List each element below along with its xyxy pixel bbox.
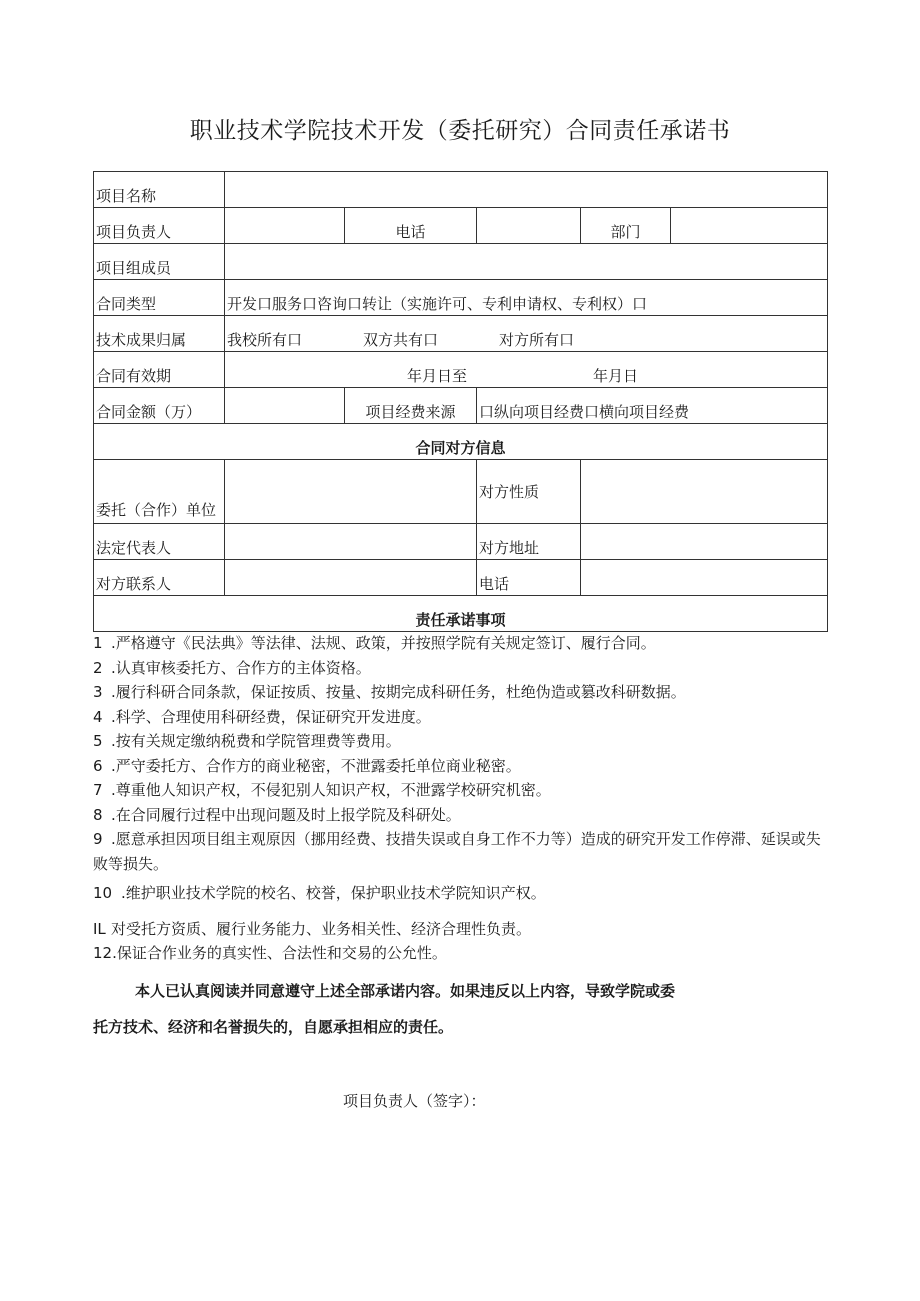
ownership-option-school[interactable]: 我校所有口: [227, 331, 303, 349]
pledge-line-2: 托方技术、经济和名誉损失的，自愿承担相应的责任。: [93, 1018, 454, 1036]
list-item: [93, 631, 827, 656]
dept-field[interactable]: [671, 208, 828, 244]
project-name-field[interactable]: [225, 172, 828, 208]
legal-rep-field[interactable]: [225, 524, 477, 560]
item-number: 10: [93, 884, 113, 902]
phone-field[interactable]: [477, 208, 581, 244]
project-name-label: 项目名称: [94, 172, 225, 208]
funding-source-options[interactable]: 口纵向项目经费口横向项目经费: [477, 388, 828, 424]
signature-label: 项目负责人（签字）：: [343, 1092, 486, 1110]
item-number: 4: [93, 707, 103, 726]
list-item: [93, 705, 827, 730]
pledge-statement: [93, 980, 827, 1038]
row-contract-type: [94, 280, 828, 316]
party-nature-field[interactable]: [581, 460, 828, 524]
validity-to: 年月日: [593, 367, 639, 385]
contract-type-label: 合同类型: [94, 280, 225, 316]
amount-label: 合同金额（万）: [94, 388, 225, 424]
party-address-field[interactable]: [581, 524, 828, 560]
item-text: .按有关规定缴纳税费和学院管理费等费用。: [111, 732, 401, 750]
item-text: 保证合作业务的真实性、合法性和交易的公允性。: [116, 944, 447, 962]
client-field[interactable]: [225, 460, 477, 524]
row-leader: [94, 208, 828, 244]
item-number: 7: [93, 781, 103, 799]
party-contact-label: 对方联系人: [94, 560, 225, 596]
ownership-option-party[interactable]: 对方所有口: [499, 331, 575, 349]
item-number: 12.: [93, 944, 117, 962]
counterparty-section-heading: 合同对方信息: [94, 424, 828, 460]
row-ownership: [94, 316, 828, 352]
item-number: 5: [93, 732, 103, 750]
item-text: 对受托方资质、履行业务能力、业务相关性、经济合理性负责。: [111, 919, 532, 938]
row-commitments-section: [94, 596, 828, 632]
item-number: 9: [93, 830, 103, 848]
row-contact: [94, 560, 828, 596]
members-label: 项目组成员: [94, 244, 225, 280]
item-text: .认真审核委托方、合作方的主体资格。: [111, 658, 371, 677]
document-title: 职业技术学院技术开发（委托研究）合同责任承诺书: [189, 118, 731, 144]
item-text: .维护职业技术学院的校名、校誉，保护职业技术学院知识产权。: [121, 884, 546, 902]
party-contact-field[interactable]: [225, 560, 477, 596]
commitments-list: [93, 631, 827, 966]
ownership-options: [225, 316, 828, 352]
leader-label: 项目负责人: [94, 208, 225, 244]
funding-source-label: 项目经费来源: [345, 388, 477, 424]
list-item: [93, 941, 827, 966]
list-item: [93, 917, 827, 942]
legal-rep-label: 法定代表人: [94, 524, 225, 560]
item-number: 3: [93, 683, 103, 701]
item-text: .在合同履行过程中出现问题及时上报学院及科研处。: [111, 805, 461, 824]
row-counterparty-section: [94, 424, 828, 460]
item-text: .严守委托方、合作方的商业秘密，不泄露委托单位商业秘密。: [111, 756, 521, 775]
list-item: [93, 803, 827, 828]
list-item: [93, 778, 827, 803]
party-phone-field[interactable]: [581, 560, 828, 596]
row-validity: [94, 352, 828, 388]
leader-field[interactable]: [225, 208, 345, 244]
dept-label: 部门: [581, 208, 671, 244]
item-number: IL: [93, 919, 106, 938]
list-item: [93, 754, 827, 779]
row-amount: [94, 388, 828, 424]
row-project-name: [94, 172, 828, 208]
item-number: 1: [93, 634, 103, 652]
validity-field[interactable]: [225, 352, 828, 388]
contract-type-options[interactable]: 开发口服务口咨询口转让（实施许可、专利申请权、专利权）口: [225, 280, 828, 316]
phone-label: 电话: [345, 208, 477, 244]
contract-info-table: [93, 171, 828, 632]
party-phone-label: 电话: [477, 560, 581, 596]
party-nature-label: 对方性质: [477, 460, 581, 524]
ownership-label: 技术成果归属: [94, 316, 225, 352]
party-address-label: 对方地址: [477, 524, 581, 560]
list-item: [93, 680, 827, 705]
item-text: .尊重他人知识产权，不侵犯别人知识产权，不泄露学校研究机密。: [111, 781, 551, 799]
client-label: 委托（合作）单位: [94, 460, 225, 524]
item-number: 2: [93, 658, 103, 677]
list-item: [93, 827, 827, 877]
amount-field[interactable]: [225, 388, 345, 424]
row-client: [94, 460, 828, 524]
item-text: .愿意承担因项目组主观原因（挪用经费、技措失误或自身工作不力等）造成的研究开发工作停滞、延误或失败等损失。: [93, 830, 821, 873]
list-item: [93, 729, 827, 754]
list-item: [93, 656, 827, 681]
validity-label: 合同有效期: [94, 352, 225, 388]
item-number: 8: [93, 805, 103, 824]
row-members: [94, 244, 828, 280]
members-field[interactable]: [225, 244, 828, 280]
ownership-option-shared[interactable]: 双方共有口: [363, 331, 439, 349]
row-legal-rep: [94, 524, 828, 560]
item-text: .履行科研合同条款，保证按质、按量、按期完成科研任务，杜绝伪造或篡改科研数据。: [111, 683, 686, 701]
pledge-line-1: 本人已认真阅读并同意遵守上述全部承诺内容。如果违反以上内容，导致学院或委: [135, 982, 676, 1000]
item-number: 6: [93, 756, 103, 775]
commitments-section-heading: 责任承诺事项: [94, 596, 828, 632]
list-item: [93, 881, 827, 906]
validity-from: 年月日至: [407, 367, 468, 385]
item-text: .严格遵守《民法典》等法律、法规、政策，并按照学院有关规定签订、履行合同。: [111, 634, 656, 652]
item-text: .科学、合理使用科研经费，保证研究开发进度。: [111, 707, 431, 726]
